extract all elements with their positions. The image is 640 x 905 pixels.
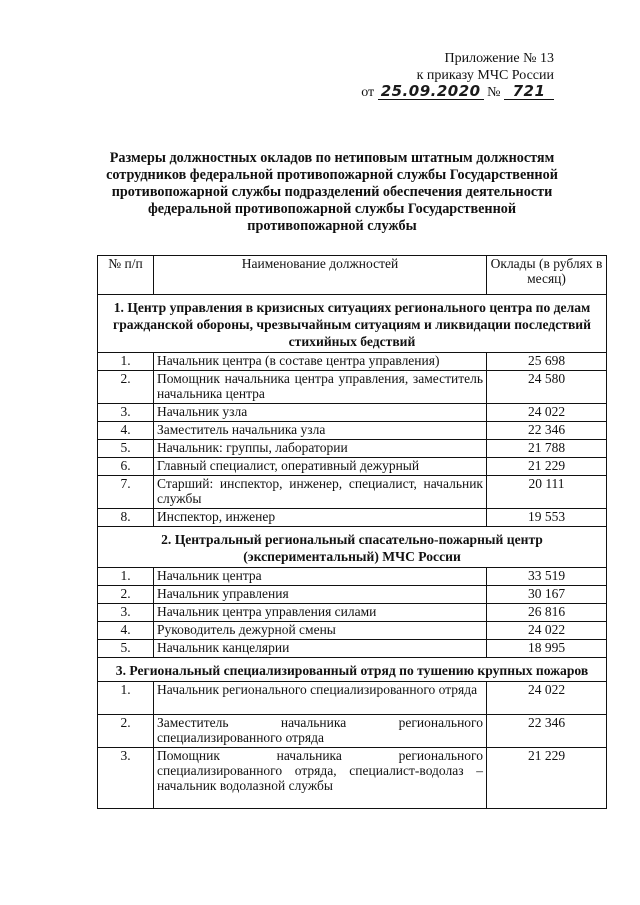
row-name: Заместитель начальника узла bbox=[154, 422, 487, 440]
row-name: Главный специалист, оперативный дежурный bbox=[154, 458, 487, 476]
row-num: 8. bbox=[98, 509, 154, 527]
table-row bbox=[98, 509, 607, 527]
row-salary: 20 111 bbox=[487, 476, 607, 509]
row-num: 6. bbox=[98, 458, 154, 476]
row-salary: 22 346 bbox=[487, 715, 607, 748]
table-row bbox=[98, 404, 607, 422]
table-row bbox=[98, 440, 607, 458]
table-row bbox=[98, 715, 607, 748]
row-name: Начальник центра (в составе центра управления) bbox=[154, 353, 487, 371]
row-salary: 22 346 bbox=[487, 422, 607, 440]
row-num: 2. bbox=[98, 371, 154, 404]
table-row bbox=[98, 640, 607, 658]
row-num: 7. bbox=[98, 476, 154, 509]
section-title: 2. Центральный региональный спасательно-пожарный центр (экспериментальный) МЧС России bbox=[98, 527, 607, 568]
section-header bbox=[98, 295, 607, 353]
row-name: Заместитель начальника регионального специализированного отряда bbox=[154, 715, 487, 748]
row-num: 4. bbox=[98, 622, 154, 640]
table-row bbox=[98, 568, 607, 586]
row-salary: 30 167 bbox=[487, 586, 607, 604]
row-name: Начальник узла bbox=[154, 404, 487, 422]
row-salary: 24 580 bbox=[487, 371, 607, 404]
row-salary: 33 519 bbox=[487, 568, 607, 586]
appendix-block bbox=[361, 50, 554, 101]
table-row bbox=[98, 353, 607, 371]
row-num: 1. bbox=[98, 682, 154, 715]
row-salary: 21 229 bbox=[487, 458, 607, 476]
table-row bbox=[98, 476, 607, 509]
salary-table bbox=[97, 255, 607, 809]
section-header bbox=[98, 527, 607, 568]
table-row bbox=[98, 458, 607, 476]
row-salary: 24 022 bbox=[487, 622, 607, 640]
row-salary: 24 022 bbox=[487, 682, 607, 715]
row-name: Руководитель дежурной смены bbox=[154, 622, 487, 640]
header-num: № п/п bbox=[98, 256, 154, 295]
header-name: Наименование должностей bbox=[154, 256, 487, 295]
row-num: 3. bbox=[98, 604, 154, 622]
from-label: от bbox=[361, 85, 375, 100]
row-name: Начальник: группы, лаборатории bbox=[154, 440, 487, 458]
table-row bbox=[98, 748, 607, 809]
row-num: 5. bbox=[98, 640, 154, 658]
row-num: 3. bbox=[98, 404, 154, 422]
appendix-date-line bbox=[361, 84, 554, 101]
row-salary: 21 229 bbox=[487, 748, 607, 809]
row-name: Начальник управления bbox=[154, 586, 487, 604]
row-name: Начальник регионального специализированного отряда bbox=[154, 682, 487, 715]
appendix-number: Приложение № 13 bbox=[444, 51, 554, 66]
row-num: 1. bbox=[98, 353, 154, 371]
row-name: Начальник канцелярии bbox=[154, 640, 487, 658]
row-num: 4. bbox=[98, 422, 154, 440]
handwritten-number: 721 bbox=[504, 84, 554, 100]
row-name: Начальник центра bbox=[154, 568, 487, 586]
table-row bbox=[98, 371, 607, 404]
section-header bbox=[98, 658, 607, 682]
section-title: 1. Центр управления в кризисных ситуациях регионального центра по делам гражданской обороны, чрезвычайным ситуациям и ликвидации последствий стихийных бедствий bbox=[98, 295, 607, 353]
table-row bbox=[98, 682, 607, 715]
row-num: 1. bbox=[98, 568, 154, 586]
row-salary: 21 788 bbox=[487, 440, 607, 458]
table-row bbox=[98, 422, 607, 440]
row-name: Помощник начальника регионального специализированного отряда, специалист-водолаз – начальник водолазной службы bbox=[154, 748, 487, 809]
handwritten-date: 25.09.2020 bbox=[378, 84, 484, 100]
row-salary: 25 698 bbox=[487, 353, 607, 371]
row-num: 5. bbox=[98, 440, 154, 458]
row-num: 2. bbox=[98, 586, 154, 604]
row-name: Начальник центра управления силами bbox=[154, 604, 487, 622]
number-label: № bbox=[487, 85, 501, 100]
row-num: 3. bbox=[98, 748, 154, 809]
header-salary: Оклады (в рублях в месяц) bbox=[487, 256, 607, 295]
row-name: Помощник начальника центра управления, заместитель начальника центра bbox=[154, 371, 487, 404]
section-title: 3. Региональный специализированный отряд по тушению крупных пожаров bbox=[98, 658, 607, 682]
table-row bbox=[98, 586, 607, 604]
appendix-order-ref: к приказу МЧС России bbox=[416, 68, 554, 83]
row-salary: 24 022 bbox=[487, 404, 607, 422]
table-row bbox=[98, 622, 607, 640]
table-row bbox=[98, 604, 607, 622]
row-name: Инспектор, инженер bbox=[154, 509, 487, 527]
row-salary: 26 816 bbox=[487, 604, 607, 622]
row-num: 2. bbox=[98, 715, 154, 748]
row-name: Старший: инспектор, инженер, специалист, начальник службы bbox=[154, 476, 487, 509]
row-salary: 18 995 bbox=[487, 640, 607, 658]
row-salary: 19 553 bbox=[487, 509, 607, 527]
document-title: Размеры должностных окладов по нетиповым штатным должностям сотрудников федеральной противопожарной службы Государственной противопожарной службы подразделений обеспечения деятельности федеральной противопожарной службы Государственной противопожарной службы bbox=[106, 150, 558, 234]
table-header-row bbox=[98, 256, 607, 295]
